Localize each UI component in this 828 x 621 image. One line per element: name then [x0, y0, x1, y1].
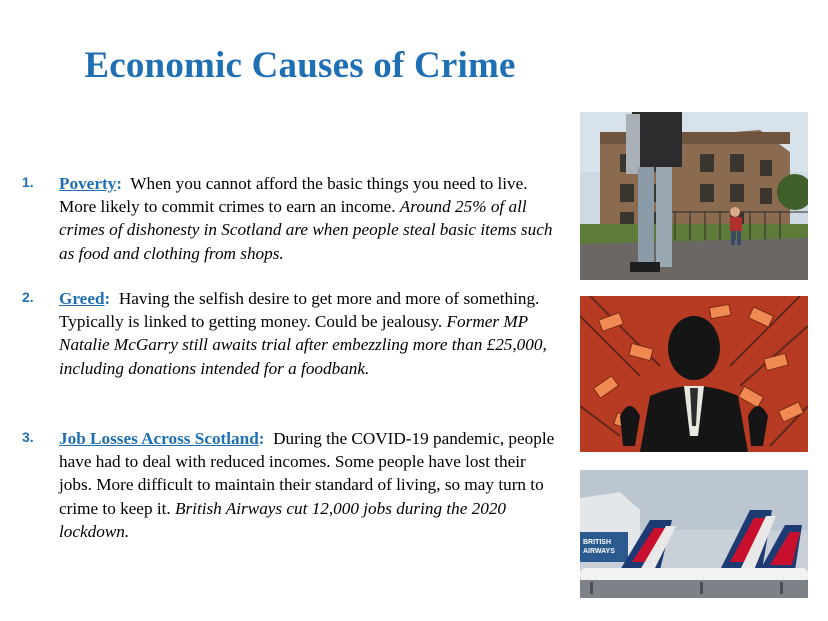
airline-sign-line2: AIRWAYS	[583, 548, 615, 555]
heading-colon: :	[104, 289, 111, 308]
item-body	[59, 427, 559, 543]
greed-illustration	[580, 296, 808, 452]
item-number: 2.	[22, 289, 34, 305]
heading-colon: :	[116, 174, 122, 193]
item-body	[59, 172, 559, 265]
item-number: 3.	[22, 429, 34, 445]
airline-sign-line1: BRITISH	[583, 539, 611, 546]
job-losses-link[interactable]: Job Losses Across Scotland	[59, 429, 259, 448]
poverty-photo	[580, 112, 808, 280]
item-text: During the COVID-19 pandemic, people have had to deal with reduced incomes. Some people have lost their jobs. More difficult to maintain their standard of living, so may turn to crime to keep it.	[59, 429, 555, 518]
item-text: Having the selfish desire to get more and more of something. Typically is linked to getting money. Could be jealousy.	[59, 289, 540, 332]
item-number: 1.	[22, 174, 34, 190]
heading-colon: :	[258, 429, 265, 448]
item-text: When you cannot afford the basic things you need to live. More likely to commit crimes to earn an income.	[59, 174, 528, 217]
item-example: Around 25% of all crimes of dishonesty in Scotland are when people steal basic items such as food and clothing from shops.	[59, 197, 553, 263]
poverty-link[interactable]: Poverty	[59, 174, 117, 193]
greed-link[interactable]: Greed	[59, 289, 105, 308]
item-body	[59, 287, 559, 380]
item-example: Former MP Natalie McGarry still awaits trial after embezzling more than £25,000, including donations intended for a foodbank.	[59, 312, 547, 378]
item-example: British Airways cut 12,000 jobs during the 2020 lockdown.	[59, 498, 507, 541]
page-title: Economic Causes of Crime	[84, 45, 516, 86]
british-airways-photo	[580, 470, 808, 598]
